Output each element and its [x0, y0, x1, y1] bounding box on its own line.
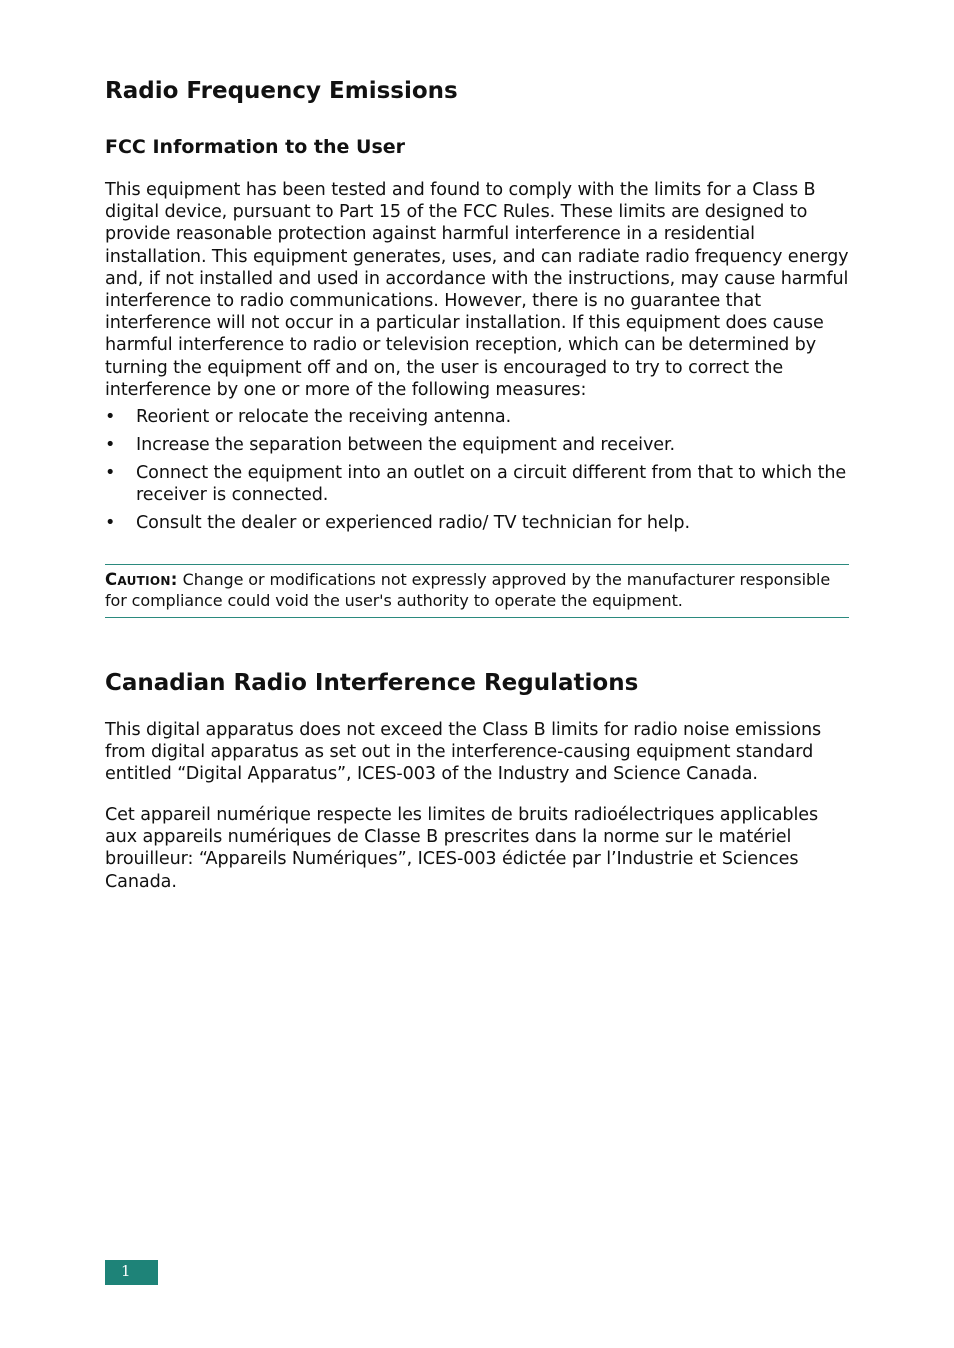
section-title-canadian: Canadian Radio Interference Regulations — [105, 670, 639, 696]
caution-body: Change or modifications not expressly approved by the manufacturer responsible for compliance could void the user's authority to operate the equipment. — [105, 570, 831, 610]
caution-note — [105, 564, 849, 618]
measure-text: Increase the separation between the equipment and receiver. — [136, 435, 675, 455]
page-number-badge: 1 — [105, 1260, 158, 1285]
canadian-paragraph-french: Cet appareil numérique respecte les limites de bruits radioélectriques applicables aux appareils numériques de Classe B prescrites dans la norme sur le matériel brouilleur: “Appareils Numériques”, ICES-003 édictée par l’Industrie et Sciences Canada. — [105, 805, 819, 892]
bullet-icon: • — [105, 513, 116, 534]
subsection-title-fcc: FCC Information to the User — [105, 136, 406, 158]
bullet-icon: • — [105, 463, 116, 483]
list-item — [105, 434, 849, 456]
measure-text: Consult the dealer or experienced radio/ TV technician for help. — [136, 513, 690, 534]
list-item — [105, 512, 849, 534]
caution-label: Caution: — [105, 570, 178, 589]
section-title-radio-frequency: Radio Frequency Emissions — [105, 78, 458, 104]
measure-text: Reorient or relocate the receiving antenna. — [136, 407, 512, 427]
fcc-paragraph: This equipment has been tested and found to comply with the limits for a Class B digital device, pursuant to Part 15 of the FCC Rules. These limits are designed to provide reasonable protection against harmful interference in a residential installation. This equipment generates, uses, and can radiate radio frequency energy and, if not installed and used in accordance with the instructions, may cause harmful interference to radio communications. However, there is no guarantee that interference will not occur in a particular installation. If this equipment does cause harmful interference to radio or television reception, which can be determined by turning the equipment off and on, the user is encouraged to try to correct the interference by one or more of the following measures: — [105, 180, 849, 400]
list-item — [105, 462, 849, 506]
bullet-icon: • — [105, 435, 116, 455]
measure-text: Connect the equipment into an outlet on a circuit different from that to which the receiver is connected. — [136, 463, 847, 506]
canadian-paragraph-english: This digital apparatus does not exceed the Class B limits for radio noise emissions from digital apparatus as set out in the interference-causing equipment standard entitled “Digital Apparatus”, ICES-003 of the Industry and Science Canada. — [105, 720, 822, 785]
measures-list — [105, 406, 849, 540]
bullet-icon: • — [105, 407, 116, 427]
list-item — [105, 406, 849, 428]
caution-text — [105, 570, 849, 611]
